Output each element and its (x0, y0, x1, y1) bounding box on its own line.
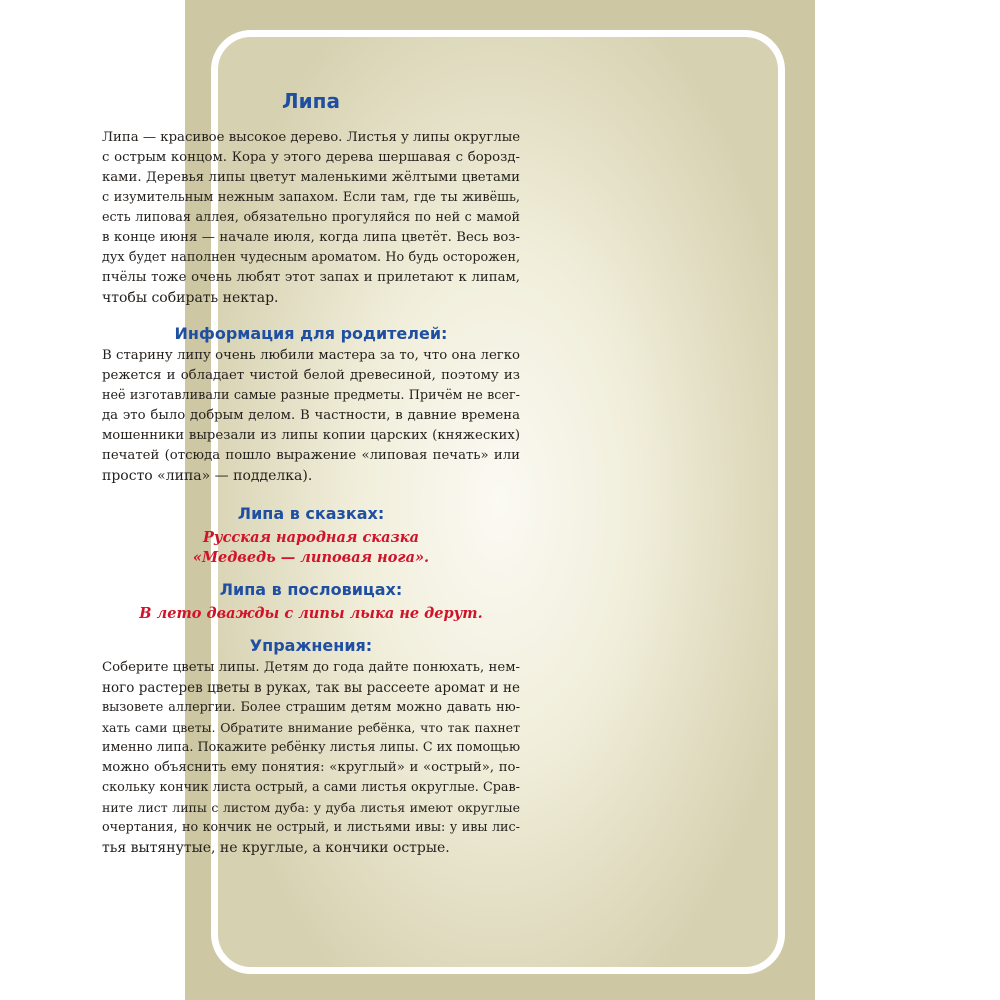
parents-line: просто «липа» — подделка). (102, 468, 313, 484)
proverbs-heading: Липа в пословицах: (219, 580, 403, 599)
intro-line: пчёлы тоже очень любят этот запах и прилетают к липам, (102, 270, 520, 285)
proverbs-text (102, 604, 520, 624)
exercises-text (102, 658, 520, 858)
intro-line: Липа — красивое высокое дерево. Листья у липы округлые (102, 130, 521, 145)
proverb-line: В лето дважды с липы лыка не дерут. (139, 605, 483, 622)
parents-line: В старину липу очень любили мастера за то, что она легко (102, 348, 520, 363)
exercise-line: ните лист липы с листом дуба: у дуба листья имеют округлые (102, 800, 520, 815)
intro-line: чтобы собирать нектар. (102, 290, 279, 306)
tale-line: Русская народная сказка (203, 529, 419, 546)
page-title: Липа (282, 89, 340, 113)
exercise-line: можно объяснить ему понятия: «круглый» и «острый», по- (102, 760, 520, 775)
exercise-line: Соберите цветы липы. Детям до года дайте понюхать, нем- (102, 660, 520, 675)
tale-line: «Медведь — липовая нога». (192, 549, 430, 566)
parents-heading: Информация для родителей: (174, 324, 448, 343)
intro-line: с изумительным нежным запахом. Если там, где ты живёшь, (102, 190, 520, 205)
exercise-line: очертания, но кончик не острый, и листьями ивы: у ивы лис- (102, 820, 520, 835)
parents-line: печатей (отсюда пошло выражение «липовая печать» или (102, 448, 520, 463)
article (102, 88, 520, 858)
intro-text (102, 128, 520, 308)
exercise-line: тья вытянутые, не круглые, а кончики острые. (102, 840, 450, 856)
parents-line: режется и обладает чистой белой древесиной, поэтому из (102, 368, 520, 383)
exercise-line: именно липа. Покажите ребёнку листья липы. С их помощью (102, 740, 521, 755)
parents-text (102, 346, 520, 486)
exercise-line: скольку кончик листа острый, а сами листья округлые. Срав- (102, 780, 520, 795)
intro-line: ками. Деревья липы цветут маленькими жёлтыми цветами (102, 170, 520, 185)
intro-line: с острым концом. Кора у этого дерева шершавая с борозд- (102, 150, 520, 165)
tales-text (102, 528, 520, 568)
parents-line: да это было добрым делом. В частности, в давние времена (102, 408, 520, 423)
intro-line: есть липовая аллея, обязательно прогуляйся по ней с мамой (102, 210, 520, 225)
tales-heading: Липа в сказках: (237, 504, 385, 523)
parents-line: неё изготавливали самые разные предметы. Причём не всег- (102, 388, 520, 403)
intro-line: в конце июня — начале июля, когда липа цветёт. Весь воз- (102, 230, 520, 245)
exercise-line: ного растерев цветы в руках, так вы рассеете аромат и не (102, 680, 520, 696)
parents-line: мошенники вырезали из липы копии царских (княжеских) (102, 428, 520, 443)
exercises-heading: Упражнения: (249, 636, 373, 655)
exercise-line: вызовете аллергии. Более страшим детям можно давать ню- (102, 700, 520, 715)
exercise-line: хать сами цветы. Обратите внимание ребёнка, что так пахнет (102, 720, 520, 735)
intro-line: дух будет наполнен чудесным ароматом. Но будь осторожен, (102, 250, 520, 265)
